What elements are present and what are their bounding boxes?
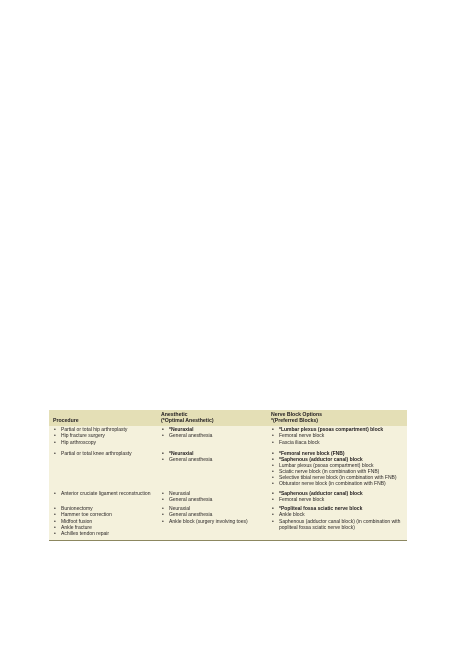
procedure-text: Partial or total knee arthroplasty [61, 450, 132, 457]
nerve-block-text: *Femoral nerve block (FNB) [279, 450, 345, 457]
procedure-list [53, 506, 155, 536]
bullet-icon: • [54, 450, 56, 457]
anesthetic-text: Neuraxial [169, 491, 191, 498]
anesthetic-list [161, 451, 265, 463]
table-header [49, 410, 407, 426]
nerve-block-text: Fascia iliaca block [279, 439, 320, 446]
anesthetic-text: Ankle block (surgery involving toes) [169, 518, 248, 525]
nerve-block-text: Obturator nerve block (in combination with FNB) [279, 481, 386, 488]
header-nerve-block-line2: *(Preferred Blocks) [271, 418, 318, 425]
bullet-icon: • [272, 456, 274, 463]
bullet-icon: • [162, 433, 164, 440]
nerve-block-text: Femoral nerve block [279, 433, 325, 440]
header-procedure [49, 410, 157, 426]
procedure-cell [49, 449, 157, 491]
header-procedure-label: Procedure [53, 418, 79, 425]
table-body [49, 426, 407, 540]
procedure-text: Partial or total hip arthroplasty [61, 427, 128, 434]
anesthetic-cell [157, 490, 267, 506]
nerve-block-item [271, 519, 405, 531]
procedure-cell [49, 506, 157, 539]
header-anesthetic-line1: Anesthetic [161, 412, 188, 418]
bullet-icon: • [272, 468, 274, 475]
nerve-block-text: *Saphenous (adductor canal) block [279, 491, 363, 498]
anesthetic-cell [157, 426, 267, 448]
bullet-icon: • [54, 530, 56, 537]
nerve-block-item [271, 481, 405, 487]
anesthetic-list [161, 506, 265, 524]
procedure-item [53, 440, 155, 446]
header-anesthetic-line2: (*Optimal Anesthetic) [161, 418, 214, 425]
procedure-text: Anterior cruciate ligament reconstruction [61, 491, 151, 498]
header-nerve-block-line1: Nerve Block Options [271, 412, 323, 418]
anesthetic-item [161, 457, 265, 463]
nerve-block-text: Sciatic nerve block (in combination with FNB) [279, 468, 380, 475]
nerve-block-list [271, 451, 405, 488]
bullet-icon: • [54, 433, 56, 440]
anesthetic-cell [157, 449, 267, 491]
procedure-list [53, 491, 155, 497]
bullet-icon: • [272, 491, 274, 498]
nerve-block-text: Lumbar plexus (psoas compartment) block [279, 462, 374, 469]
bullet-icon: • [162, 512, 164, 519]
anesthetic-text: General anesthesia [169, 512, 213, 519]
nerve-block-item [271, 440, 405, 446]
procedure-cell [49, 490, 157, 506]
nerve-block-cell [267, 506, 407, 539]
table [49, 410, 407, 540]
nerve-block-cell [267, 490, 407, 506]
procedure-text: Hip arthroscopy [61, 439, 97, 446]
anesthetic-text: General anesthesia [169, 497, 213, 504]
anesthetic-cell [157, 506, 267, 539]
bullet-icon: • [272, 433, 274, 440]
nerve-block-table [49, 410, 407, 541]
bullet-icon: • [272, 506, 274, 513]
bullet-icon: • [272, 462, 274, 469]
bullet-icon: • [54, 439, 56, 446]
procedure-list [53, 427, 155, 445]
bullet-icon: • [54, 518, 56, 525]
nerve-block-text: *Popliteal fossa sciatic nerve block [279, 506, 363, 513]
bullet-icon: • [162, 491, 164, 498]
anesthetic-text: *Neuraxial [169, 427, 194, 434]
bullet-icon: • [272, 427, 274, 434]
anesthetic-item [161, 497, 265, 503]
bullet-icon: • [162, 518, 164, 525]
bullet-icon: • [162, 427, 164, 434]
table-row [49, 490, 407, 506]
nerve-block-text: Femoral nerve block [279, 497, 325, 504]
nerve-block-text: *Lumbar plexus (psoas compartment) block [279, 427, 384, 434]
bullet-icon: • [54, 506, 56, 513]
nerve-block-list [271, 427, 405, 445]
bullet-icon: • [272, 439, 274, 446]
anesthetic-item [161, 519, 265, 525]
procedure-text: Midfoot fusion [61, 518, 93, 525]
bullet-icon: • [54, 491, 56, 498]
bullet-icon: • [272, 518, 274, 525]
anesthetic-text: General anesthesia [169, 456, 213, 463]
bullet-icon: • [162, 506, 164, 513]
table-row [49, 449, 407, 491]
nerve-block-item [271, 497, 405, 503]
bullet-icon: • [162, 497, 164, 504]
nerve-block-cell [267, 449, 407, 491]
anesthetic-item [161, 433, 265, 439]
procedure-item [53, 491, 155, 497]
procedure-list [53, 451, 155, 457]
bullet-icon: • [272, 497, 274, 504]
nerve-block-text: *Saphenous (adductor canal) block [279, 456, 363, 463]
anesthetic-list [161, 491, 265, 503]
nerve-block-text: Saphenous (adductor canal block) (in combination with popliteal fossa sciatic nerve block) [279, 518, 401, 531]
nerve-block-list [271, 491, 405, 503]
nerve-block-cell [267, 426, 407, 448]
procedure-text: Hammer toe correction [61, 512, 112, 519]
procedure-cell [49, 426, 157, 448]
header-nerve-block [267, 410, 407, 426]
nerve-block-text: Ankle block [279, 512, 305, 519]
table-row [49, 506, 407, 539]
anesthetic-text: Neuraxial [169, 506, 191, 513]
bullet-icon: • [162, 450, 164, 457]
bullet-icon: • [54, 524, 56, 531]
bullet-icon: • [54, 427, 56, 434]
procedure-item [53, 451, 155, 457]
table-row [49, 426, 407, 448]
procedure-text: Achilles tendon repair [61, 530, 110, 537]
bullet-icon: • [272, 512, 274, 519]
header-anesthetic [157, 410, 267, 426]
bullet-icon: • [272, 474, 274, 481]
anesthetic-text: General anesthesia [169, 433, 213, 440]
nerve-block-list [271, 506, 405, 530]
procedure-item [53, 531, 155, 537]
nerve-block-text: Selective tibial nerve block (in combination with FNB) [279, 474, 397, 481]
bullet-icon: • [54, 512, 56, 519]
bullet-icon: • [162, 456, 164, 463]
bullet-icon: • [272, 450, 274, 457]
procedure-text: Bunionectomy [61, 506, 93, 513]
procedure-text: Ankle fracture [61, 524, 92, 531]
anesthetic-text: *Neuraxial [169, 450, 194, 457]
anesthetic-list [161, 427, 265, 439]
bullet-icon: • [272, 481, 274, 488]
procedure-text: Hip fracture surgery [61, 433, 105, 440]
